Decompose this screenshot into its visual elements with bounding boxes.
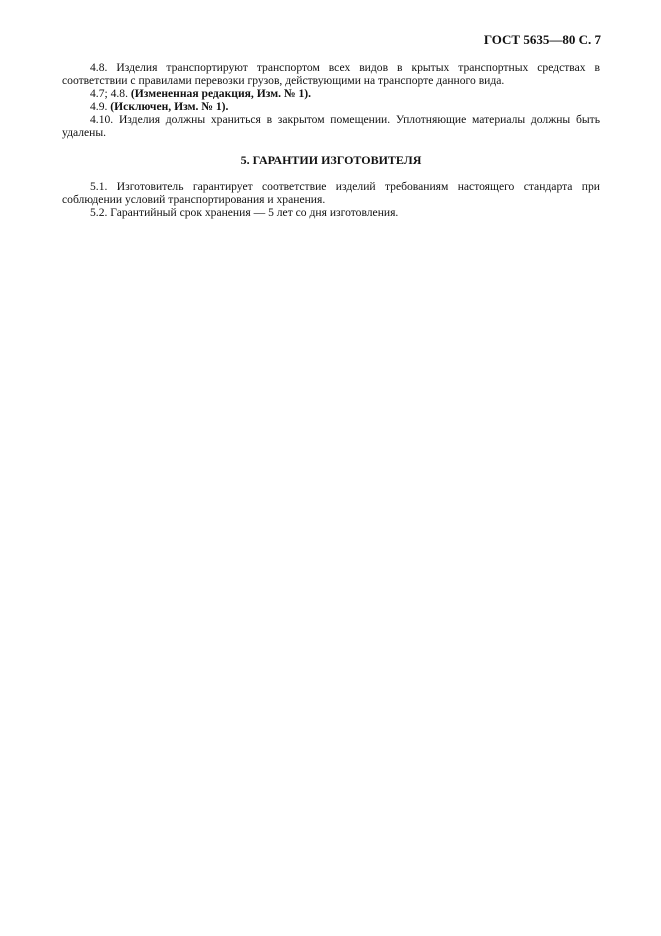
clause-text: Изготовитель гарантирует соответствие изделий требованиям настоящего стандарта при соблюдении условий транспортирования и хранения. (62, 179, 600, 206)
paragraph-4-9 (62, 100, 600, 113)
page-header: ГОСТ 5635—80 С. 7 (483, 32, 601, 47)
clause-number: 4.10. (90, 113, 114, 127)
clause-number: 4.8. (90, 61, 108, 74)
clause-number: 4.9. (90, 100, 108, 114)
paragraph-4-8 (62, 61, 600, 87)
clause-number: 4.7; 4.8. (90, 87, 129, 101)
paragraph-5-1 (62, 180, 600, 206)
document-body (62, 61, 600, 219)
clause-text: Изделия транспортируют транспортом всех видов в крытых транспортных средствах в соответствии с правилами перевозки грузов, действующими на транспорте данного вида. (62, 61, 600, 88)
clause-text: Изделия должны храниться в закрытом помещении. Уплотняющие материалы должны быть удалены. (62, 113, 601, 140)
amendment-note: (Измененная редакция, Изм. № 1). (130, 87, 312, 101)
paragraph-4-7-4-8 (62, 87, 600, 100)
clause-number: 5.2. (90, 205, 108, 219)
paragraph-5-2 (62, 206, 600, 219)
paragraph-4-10 (62, 113, 600, 139)
clause-number: 5.1. (90, 179, 108, 193)
amendment-note: (Исключен, Изм. № 1). (110, 100, 229, 114)
clause-text: Гарантийный срок хранения — 5 лет со дня изготовления. (110, 205, 399, 219)
section-heading: 5. ГАРАНТИИ ИЗГОТОВИТЕЛЯ (240, 152, 422, 167)
